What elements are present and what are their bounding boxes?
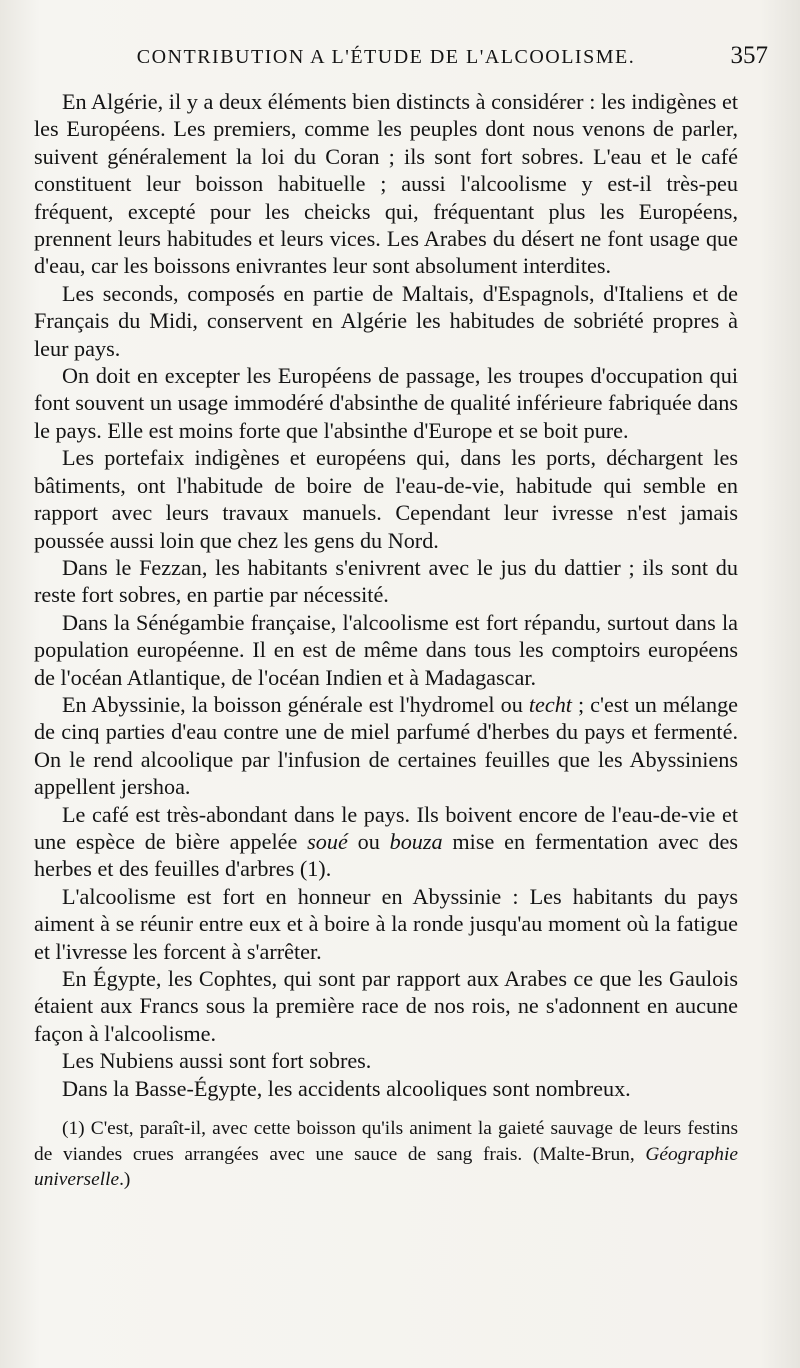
running-title: CONTRIBUTION A L'ÉTUDE DE L'ALCOOLISME. bbox=[136, 46, 636, 68]
term-techt: techt bbox=[528, 691, 572, 717]
paragraph-fezzan: Dans le Fezzan, les habitants s'enivrent avec le jus du dattier ; ils sont du reste fort sobres, en partie par nécessité. bbox=[34, 554, 738, 608]
paragraph-basse-egypte: Dans la Basse-Égypte, les accidents alcooliques sont nombreux. bbox=[62, 1075, 631, 1101]
paragraph-excepter: On doit en excepter les Européens de passage, les troupes d'occupation qui font souvent un usage immodéré d'absinthe de qualité inférieure fabriquée dans le pays. Elle est moins forte que l'absinthe d'Europe et se boit pure. bbox=[34, 363, 738, 443]
paragraph-egypte: En Égypte, les Cophtes, qui sont par rapport aux Arabes ce que les Gaulois étaient aux Francs sous la première race de nos rois, ne s'adonnent en aucune façon à l'alcoolisme. bbox=[34, 966, 738, 1046]
paragraph-senegambie: Dans la Sénégambie française, l'alcoolisme est fort répandu, surtout dans la population européenne. Il en est de même dans tous les comptoirs européens de l'océan Atlantique, de l'océan Indien et à Madagascar. bbox=[34, 609, 738, 690]
body-text bbox=[34, 88, 738, 1102]
paragraph-abyssinie: En Abyssinie, la boisson générale est l'hydromel ou techt ; c'est un mélange de cinq parties d'eau contre une de miel parfumé d'herbes du pays et fermenté. On le rend alcoolique par l'infusion de certaines feuilles que les Abyssiniens appellent jershoa. bbox=[34, 691, 739, 800]
page-number: 357 bbox=[730, 42, 768, 69]
paragraph-cafe: Le café est très-abondant dans le pays. Ils boivent encore de l'eau-de-vie et une espèce de bière appelée soué ou bouza mise en fermentation avec des herbes et des feuilles d'arbres (1). bbox=[34, 801, 739, 882]
footnote: (1) C'est, paraît-il, avec cette boisson qu'ils animent la gaieté sauvage de leurs festins de viandes crues arrangées avec une sauce de sang frais. (Malte-Brun, Géographie universelle.) bbox=[34, 1118, 738, 1191]
paragraph-nubiens: Les Nubiens aussi sont fort sobres. bbox=[62, 1048, 372, 1074]
paragraph-seconds: Les seconds, composés en partie de Maltais, d'Espagnols, d'Italiens et de Français du Midi, conservent en Algérie les habitudes de sobriété propres à leur pays. bbox=[34, 280, 738, 361]
paragraph-portefaix: Les portefaix indigènes et européens qui, dans les ports, déchargent les bâtiments, ont l'habitude de boire de l'eau-de-vie, habitude qui semble en rapport avec leurs travaux manuels. Cependant leur ivresse n'est jamais poussée aussi loin que chez les gens du Nord. bbox=[34, 445, 738, 553]
footnote-book-title: Géographie universelle bbox=[34, 1143, 738, 1191]
paragraph-algerie: En Algérie, il y a deux éléments bien distincts à considérer : les indigènes et les Européens. Les premiers, comme les peuples dont nous venons de parler, suivent généralement la loi du Coran ; ils sont fort sobres. L'eau et le café constituent leur boisson habituelle ; aussi l'alcoolisme y est-il très-peu fréquent, excepté pour les cheicks qui, fréquentant plus les Européens, prennent leurs habitudes et leurs vices. Les Arabes du désert ne font usage que d'eau, car les boissons enivrantes leur sont absolument interdites. bbox=[34, 89, 738, 279]
term-soue: soué bbox=[307, 828, 348, 854]
term-bouza: bouza bbox=[389, 828, 443, 854]
paragraph-honneur: L'alcoolisme est fort en honneur en Abyssinie : Les habitants du pays aiment à se réunir entre eux et à boire à la ronde jusqu'au moment où la fatigue et l'ivresse les forcent à s'arrêter. bbox=[34, 883, 738, 964]
running-header bbox=[34, 40, 768, 80]
